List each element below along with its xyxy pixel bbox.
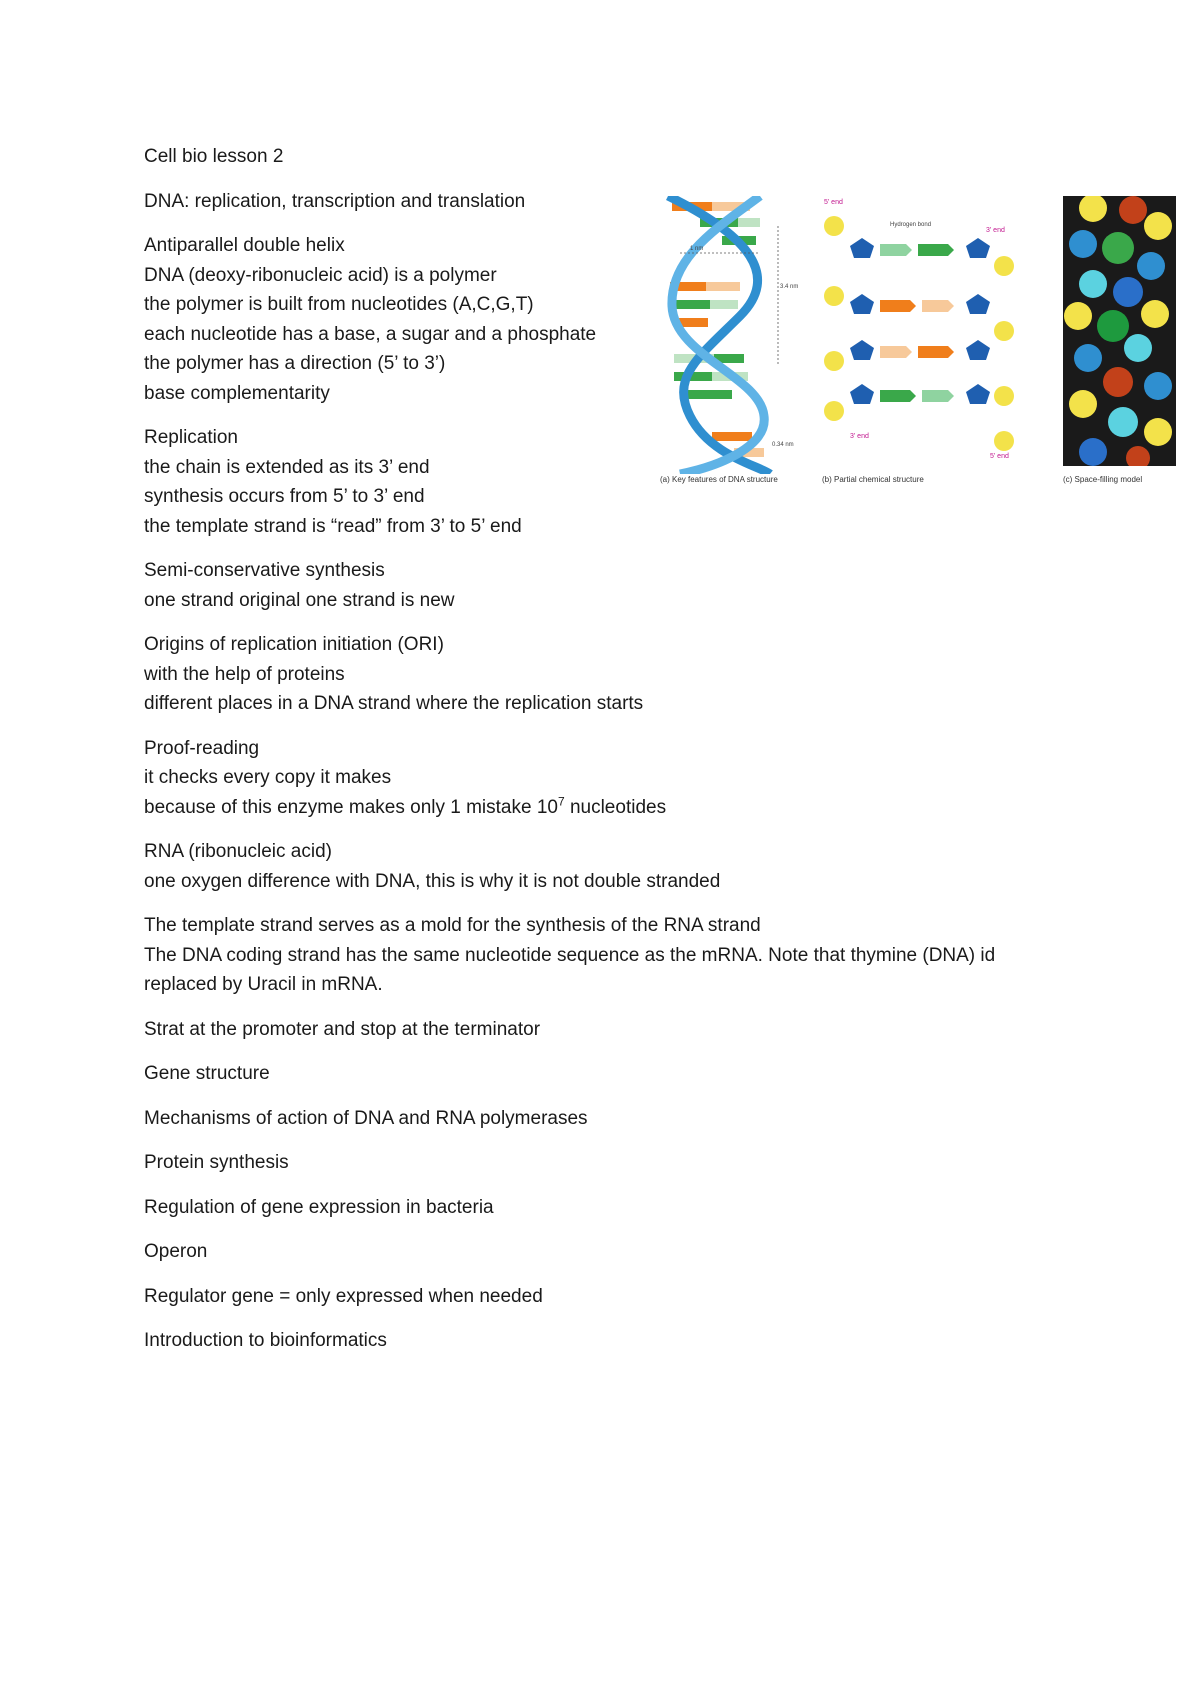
chemical-svg [820,196,1020,466]
sugar-pentagon [850,384,874,404]
base-shape [922,300,954,312]
end-label: 3' end [986,227,1005,234]
caption-c: (c) Space-filling model [1063,475,1143,484]
base-shape [880,390,916,402]
atom [1103,367,1133,397]
text-line: DNA (deoxy-ribonucleic acid) is a polymer [144,264,497,286]
end-label: 3' end [850,433,869,440]
space-filling-model [1063,196,1176,466]
atom [1144,212,1172,240]
base-shape [880,244,912,256]
text-line: the template strand is “read” from 3’ to 5’ end [144,515,522,537]
text-line: Origins of replication initiation (ORI) [144,634,444,655]
base-light-orange [706,282,740,291]
text-line: Regulator gene = only expressed when needed [144,1285,543,1307]
base-light-green [738,218,760,227]
base-shape [880,346,912,358]
space-filling-svg [1063,196,1176,466]
text-line: the chain is extended as its 3’ end [144,456,430,478]
text-line: each nucleotide has a base, a sugar and a phosphate [144,323,597,345]
paragraph-regulator-gene [144,1282,1084,1312]
atom [1102,232,1134,264]
text-line: the polymer is built from nucleotides (A,C,G,T) [144,294,534,315]
phosphate-circle [994,256,1014,276]
phosphate-circle [824,286,844,306]
caption-b: (b) Partial chemical structure [822,475,924,484]
text-line: Protein synthesis [144,1152,289,1173]
sugar-pentagon [850,294,874,314]
measure-label: 1 nm [690,246,704,252]
text-line: Regulation of gene expression in bacteria [144,1196,494,1218]
atom [1141,300,1169,328]
atom [1108,407,1138,437]
base-orange [712,432,752,441]
atom [1144,418,1172,446]
atom [1069,230,1097,258]
text-line: Antiparallel double helix [144,235,345,256]
sugar-pentagon [850,340,874,360]
paragraph-regulation [144,1193,1084,1223]
document-title: Cell bio lesson 2 [144,146,284,167]
atom [1069,390,1097,418]
text-line: synthesis occurs from 5’ to 3’ end [144,486,425,507]
sugar-pentagon [966,238,990,258]
paragraph-protein-synthesis [144,1148,1084,1178]
phosphate-circle [824,401,844,421]
hydrogen-bond-label: Hydrogen bond [890,222,932,228]
text-line: Operon [144,1241,208,1262]
phosphate-circle [994,321,1014,341]
base-shape [918,346,954,358]
paragraph-template-strand [144,911,1084,1000]
text-line: the polymer has a direction (5’ to 3’) [144,353,446,374]
text-line: it checks every copy it makes [144,767,392,788]
atom [1137,252,1165,280]
phosphate-circle [994,431,1014,451]
paragraph-operon [144,1237,1084,1267]
paragraph-ori [144,630,1084,719]
base-shape [880,300,916,312]
base-shape [918,244,954,256]
atom [1079,438,1107,466]
mistake-rate-line [144,793,1084,823]
nucleotide-row [850,384,990,404]
text-fragment: because of this enzyme makes only 1 mistake 10 [144,796,558,818]
text-line: Replication [144,427,238,448]
atom [1097,310,1129,342]
paragraph-proof-reading [144,734,1084,823]
text-line: Strat at the promoter and stop at the terminator [144,1018,541,1040]
text-line: The DNA coding strand has the same nucleotide sequence as the mRNA. Note that thymine (DNA) id [144,944,996,966]
base-light-green [710,300,738,309]
atom [1119,196,1147,224]
exponent: 7 [557,794,565,809]
text-line: DNA: replication, transcription and translation [144,190,526,212]
base-green [688,390,732,399]
atom [1113,277,1143,307]
text-line: Proof-reading [144,737,260,759]
measure-label: 3.4 nm [780,284,799,290]
paragraph-gene-structure [144,1059,1084,1089]
sugar-pentagon [966,294,990,314]
measure-label: 0.34 nm [772,442,794,448]
phosphate-circle [824,351,844,371]
paragraph-polymerases [144,1104,1084,1134]
paragraph-semi-conservative [144,556,1084,615]
caption-a: (a) Key features of DNA structure [660,475,778,484]
text-line: replaced by Uracil in mRNA. [144,974,383,995]
chemical-structure-diagram [820,196,1020,466]
text-line: Semi-conservative synthesis [144,560,385,581]
phosphate-circle [824,216,844,236]
phosphate-circle [994,386,1014,406]
text-line: Gene structure [144,1063,270,1084]
atom [1064,302,1092,330]
text-line: one oxygen difference with DNA, this is why it is not double stranded [144,870,721,892]
paragraph-promoter [144,1015,1084,1045]
text-line: base complementarity [144,382,330,404]
paragraph-bioinformatics [144,1326,1084,1356]
base-shape [922,390,954,402]
atom [1079,270,1107,298]
helix-svg [660,196,810,474]
helix-diagram [660,196,810,474]
paragraph-rna [144,837,1084,896]
dna-structure-figure [660,196,1176,486]
atom [1144,372,1172,400]
atom [1124,334,1152,362]
nucleotide-row [850,294,990,314]
text-line: RNA (ribonucleic acid) [144,841,332,862]
text-line: Mechanisms of action of DNA and RNA polymerases [144,1107,588,1129]
end-label: 5' end [824,199,843,206]
sugar-pentagon [850,238,874,258]
text-line: Introduction to bioinformatics [144,1330,387,1351]
text-line: The template strand serves as a mold for the synthesis of the RNA strand [144,915,761,936]
text-line: with the help of proteins [144,663,345,685]
text-fragment: nucleotides [564,796,667,818]
end-label: 5' end [990,453,1009,460]
text-line: one strand original one strand is new [144,589,455,611]
sugar-pentagon [966,384,990,404]
text-line: different places in a DNA strand where the replication starts [144,693,644,714]
atom [1074,344,1102,372]
nucleotide-row [850,238,990,258]
nucleotide-row [850,340,990,360]
sugar-pentagon [966,340,990,360]
